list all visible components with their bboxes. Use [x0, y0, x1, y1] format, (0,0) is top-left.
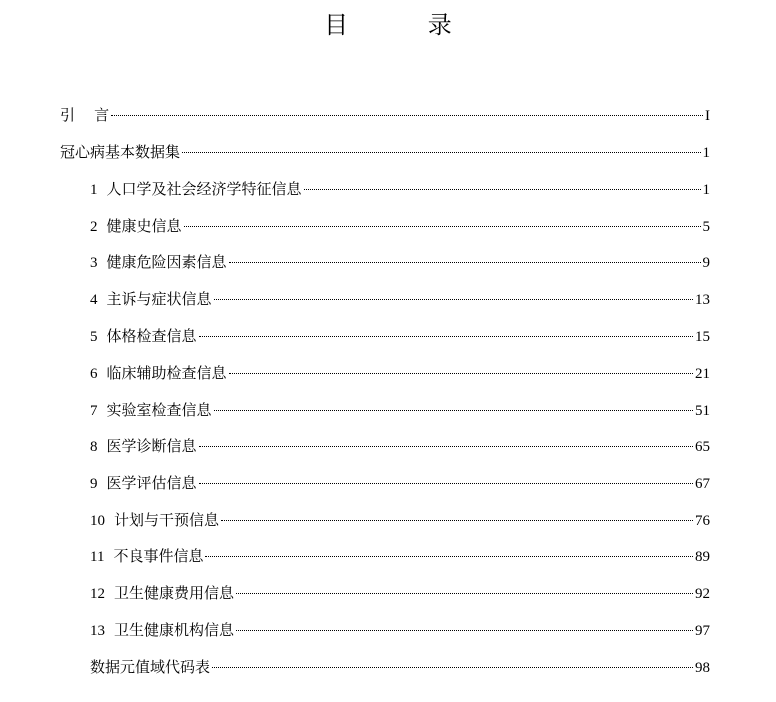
toc-entry-page: 98 [695, 660, 710, 676]
toc-entry-label: 计划与干预信息 [114, 511, 220, 529]
toc-entry-number: 4 [90, 292, 98, 308]
toc-entry-label: 医学诊断信息 [106, 437, 197, 455]
toc-entry-label: 体格检查信息 [106, 327, 197, 345]
toc-entry-section-12[interactable] [90, 581, 710, 605]
toc-entry-page: I [705, 108, 710, 124]
dot-leader [214, 299, 693, 300]
toc-entry-number: 5 [90, 329, 98, 345]
toc-entry-number: 11 [90, 549, 105, 565]
toc-entry-number: 9 [90, 476, 98, 492]
toc-entry-dataset[interactable] [60, 140, 710, 164]
page-title: 目 录 [324, 11, 488, 39]
toc-entry-label: 人口学及社会经济学特征信息 [106, 180, 302, 198]
toc-entry-section-4[interactable] [90, 287, 710, 311]
toc-entry-number: 12 [90, 586, 105, 602]
toc-entry-number: 3 [90, 255, 98, 271]
toc-entry-page: 13 [695, 292, 710, 308]
dot-leader [236, 593, 693, 594]
toc-entry-label: 主诉与症状信息 [106, 290, 212, 308]
toc-entry-label: 数据元值域代码表 [90, 658, 211, 676]
toc-entry-page: 76 [695, 513, 710, 529]
toc-entry-label: 医学评估信息 [106, 474, 197, 492]
toc-entry-section-3[interactable] [90, 250, 710, 274]
toc-entry-section-10[interactable] [90, 508, 710, 532]
toc-entry-number: 7 [90, 403, 98, 419]
toc-entry-page: 89 [695, 549, 710, 565]
toc-entry-page: 67 [695, 476, 710, 492]
toc-entry-label: 临床辅助检查信息 [106, 364, 227, 382]
dot-leader [229, 373, 693, 374]
toc-entry-page: 15 [695, 329, 710, 345]
toc-entry-page: 9 [702, 255, 710, 271]
toc-entry-label: 冠心病基本数据集 [60, 143, 181, 161]
toc-entry-section-11[interactable] [90, 544, 710, 568]
toc-entry-page: 1 [702, 145, 710, 161]
dot-leader [212, 667, 693, 668]
toc-entry-label: 健康史信息 [106, 217, 182, 235]
toc-entry-section-9[interactable] [90, 471, 710, 495]
toc-entry-page: 21 [695, 366, 710, 382]
toc-entry-page: 97 [695, 623, 710, 639]
toc-entry-page: 5 [702, 219, 710, 235]
toc-entry-label: 引 言 [60, 106, 110, 124]
toc-entry-section-6[interactable] [90, 361, 710, 385]
toc-entry-page: 1 [702, 182, 710, 198]
dot-leader [111, 115, 703, 116]
toc-entry-number: 6 [90, 366, 98, 382]
toc-entry-number: 10 [90, 513, 105, 529]
toc-entry-section-5[interactable] [90, 324, 710, 348]
toc-entry-number: 1 [90, 182, 98, 198]
toc-entry-section-8[interactable] [90, 434, 710, 458]
toc-entry-label: 实验室检查信息 [106, 401, 212, 419]
dot-leader [221, 520, 693, 521]
dot-leader [214, 410, 693, 411]
toc-entry-label: 健康危险因素信息 [106, 253, 227, 271]
toc-entry-number: 13 [90, 623, 105, 639]
toc-entry-section-1[interactable] [90, 177, 710, 201]
dot-leader [229, 262, 701, 263]
toc-entry-page: 92 [695, 586, 710, 602]
toc-entry-number: 2 [90, 219, 98, 235]
toc-entry-section-13[interactable] [90, 618, 710, 642]
dot-leader [205, 556, 693, 557]
toc-entry-code-tables[interactable] [90, 655, 710, 679]
toc-entry-number: 8 [90, 439, 98, 455]
toc-entry-page: 65 [695, 439, 710, 455]
toc-entry-label: 不良事件信息 [113, 547, 204, 565]
toc-entry-label: 卫生健康机构信息 [114, 621, 235, 639]
dot-leader [304, 189, 701, 190]
dot-leader [199, 446, 693, 447]
toc-entry-section-2[interactable] [90, 214, 710, 238]
dot-leader [184, 226, 701, 227]
dot-leader [182, 152, 700, 153]
toc-entry-section-7[interactable] [90, 398, 710, 422]
toc-entry-intro[interactable] [60, 103, 710, 127]
dot-leader [199, 336, 693, 337]
toc-entry-label: 卫生健康费用信息 [114, 584, 235, 602]
toc-entry-page: 51 [695, 403, 710, 419]
dot-leader [236, 630, 693, 631]
dot-leader [199, 483, 693, 484]
